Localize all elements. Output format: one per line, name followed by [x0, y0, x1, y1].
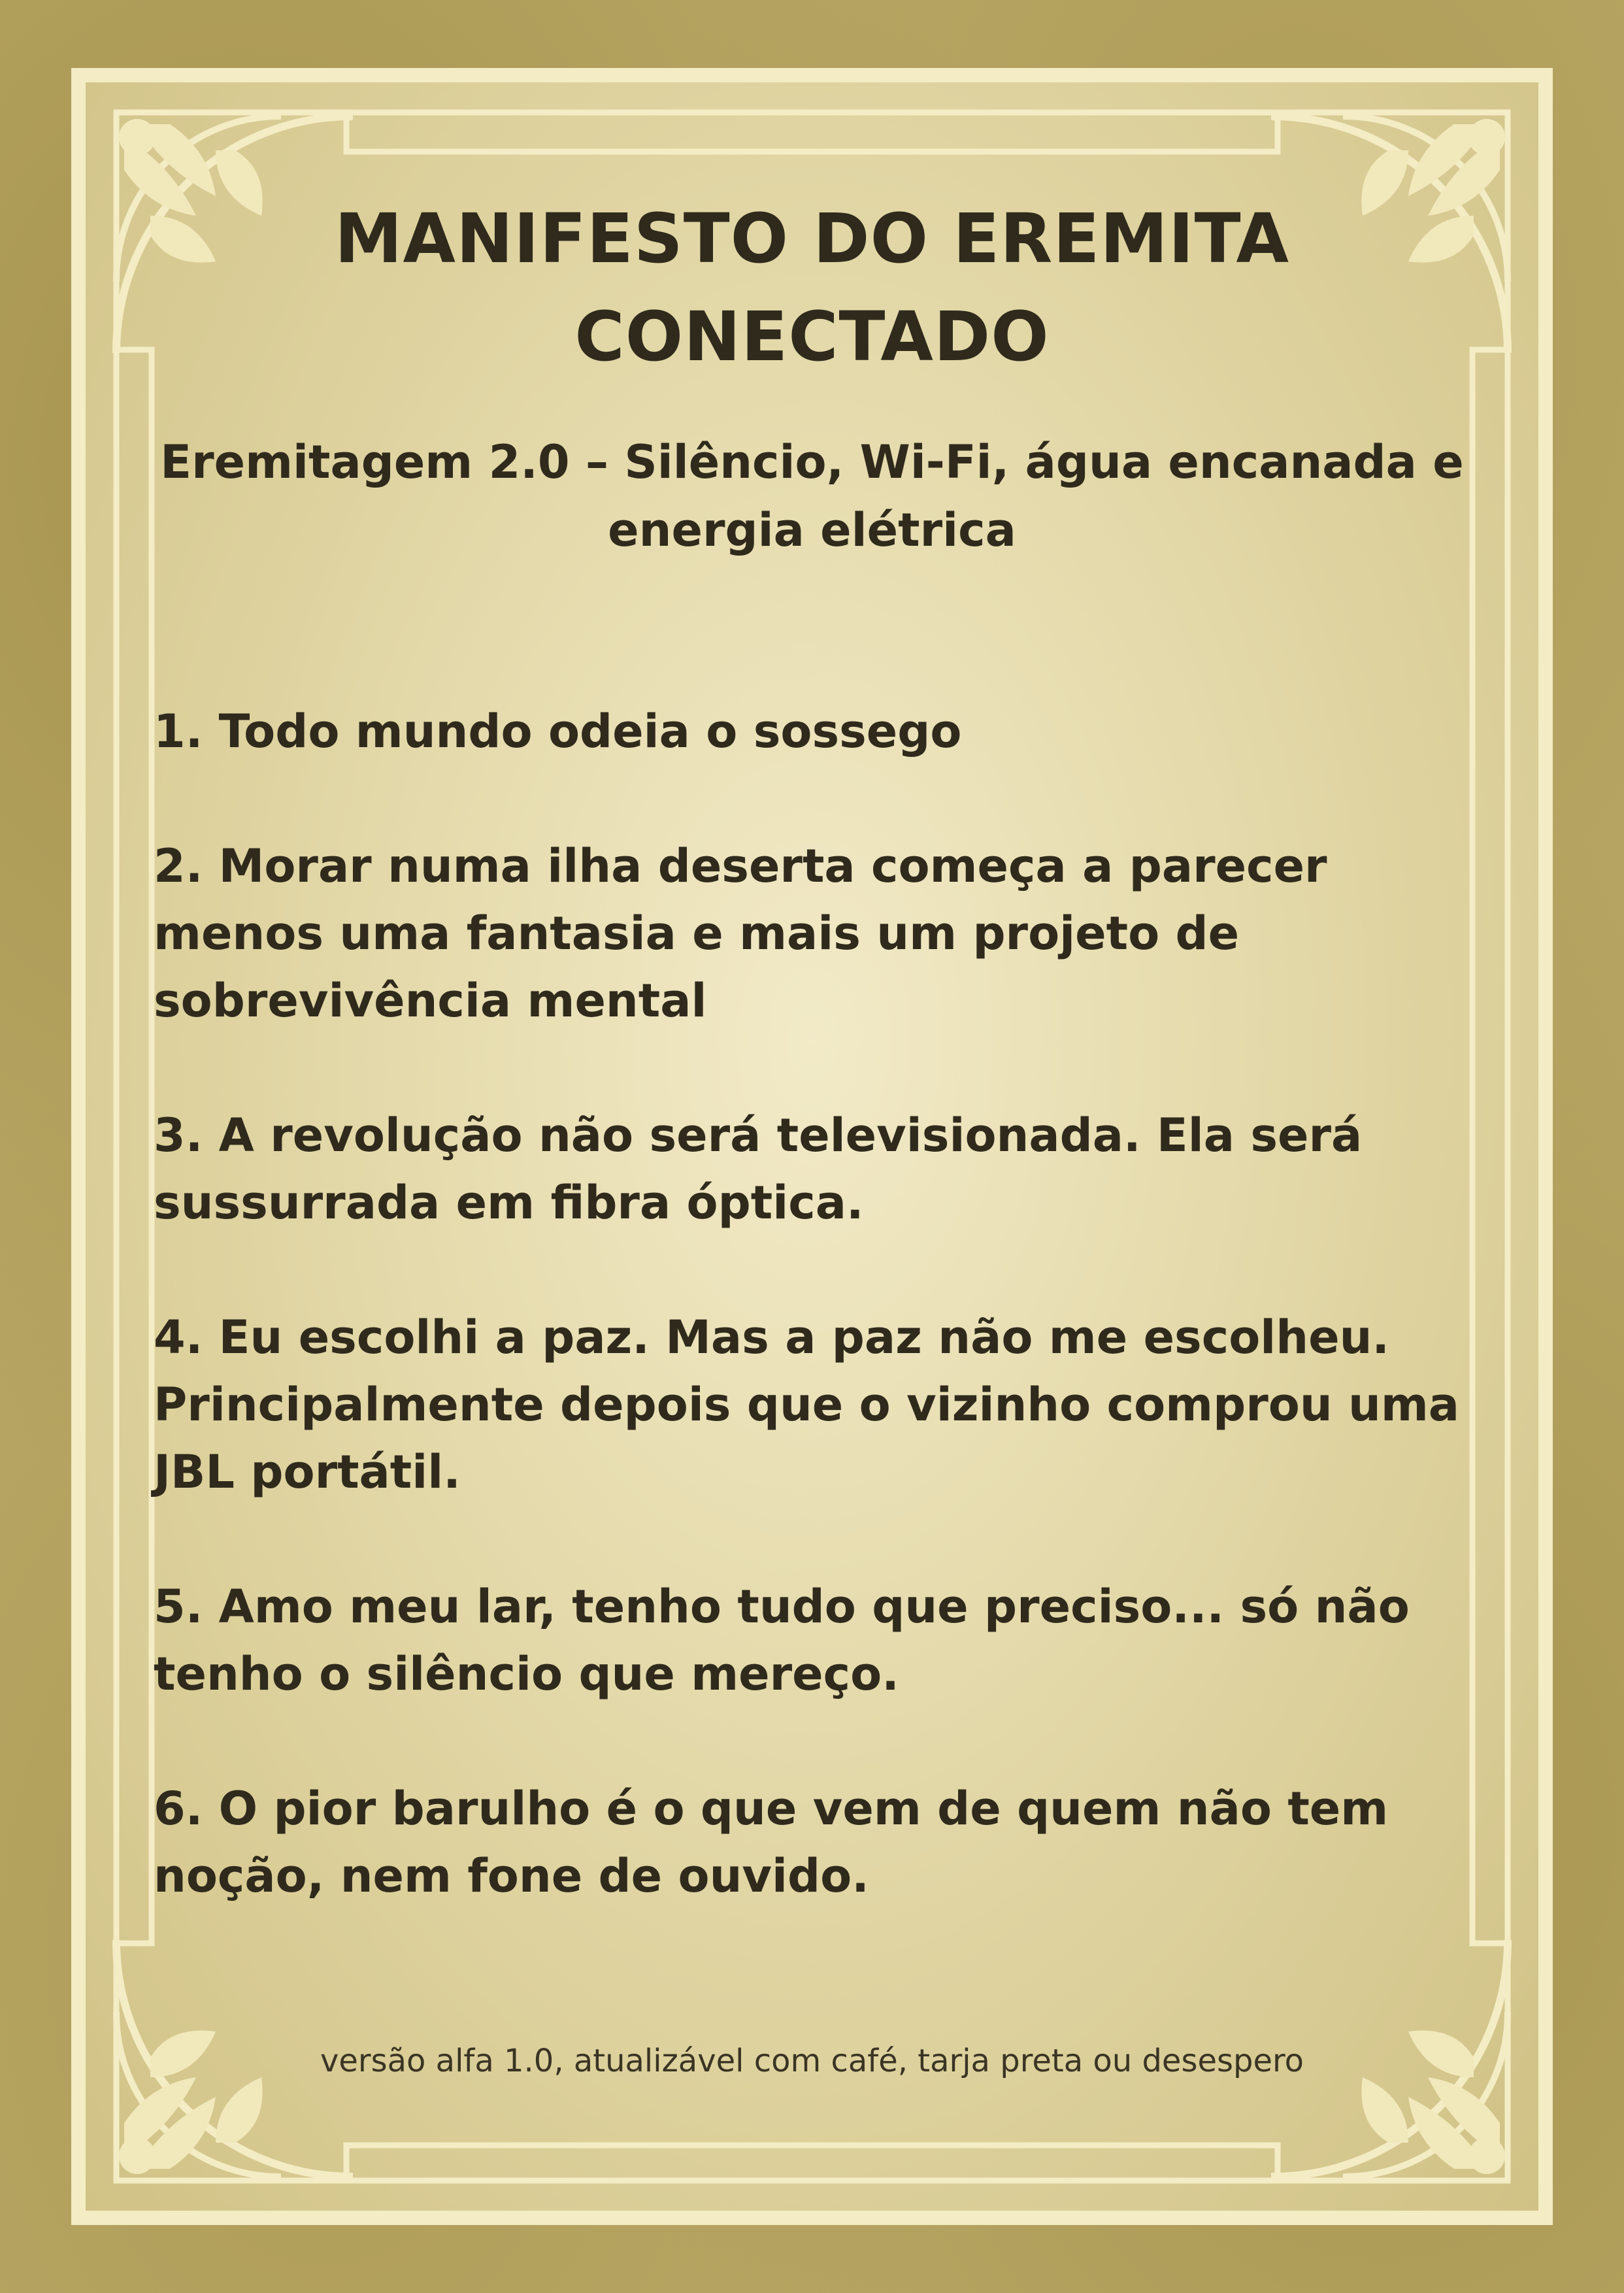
- page-title: MANIFESTO DO EREMITA CONECTADO: [335, 199, 1289, 377]
- manifesto-item: 2. Morar numa ilha deserta começa a parecer menos uma fantasia e mais um projeto de sobrevivência mental: [154, 839, 1327, 1028]
- manifesto-item: 5. Amo meu lar, tenho tudo que preciso... só não tenho o silêncio que mereço.: [154, 1580, 1410, 1701]
- manifesto-list: [154, 698, 1487, 1977]
- version-footer: versão alfa 1.0, atualizável com café, tarja preta ou desespero: [320, 2043, 1304, 2079]
- manifesto-item: 4. Eu escolhi a paz. Mas a paz não me escolheu. Principalmente depois que o vizinho comprou uma JBL portátil.: [154, 1311, 1460, 1499]
- page-subtitle: Eremitagem 2.0 – Silêncio, Wi-Fi, água encanada e energia elétrica: [160, 435, 1464, 557]
- manifesto-item: 6. O pior barulho é o que vem de quem não tem noção, nem fone de ouvido.: [154, 1782, 1389, 1903]
- manifesto-item: 1. Todo mundo odeia o sossego: [154, 705, 962, 758]
- manifesto-item: 3. A revolução não será televisionada. Ela será sussurrada em fibra óptica.: [154, 1109, 1363, 1230]
